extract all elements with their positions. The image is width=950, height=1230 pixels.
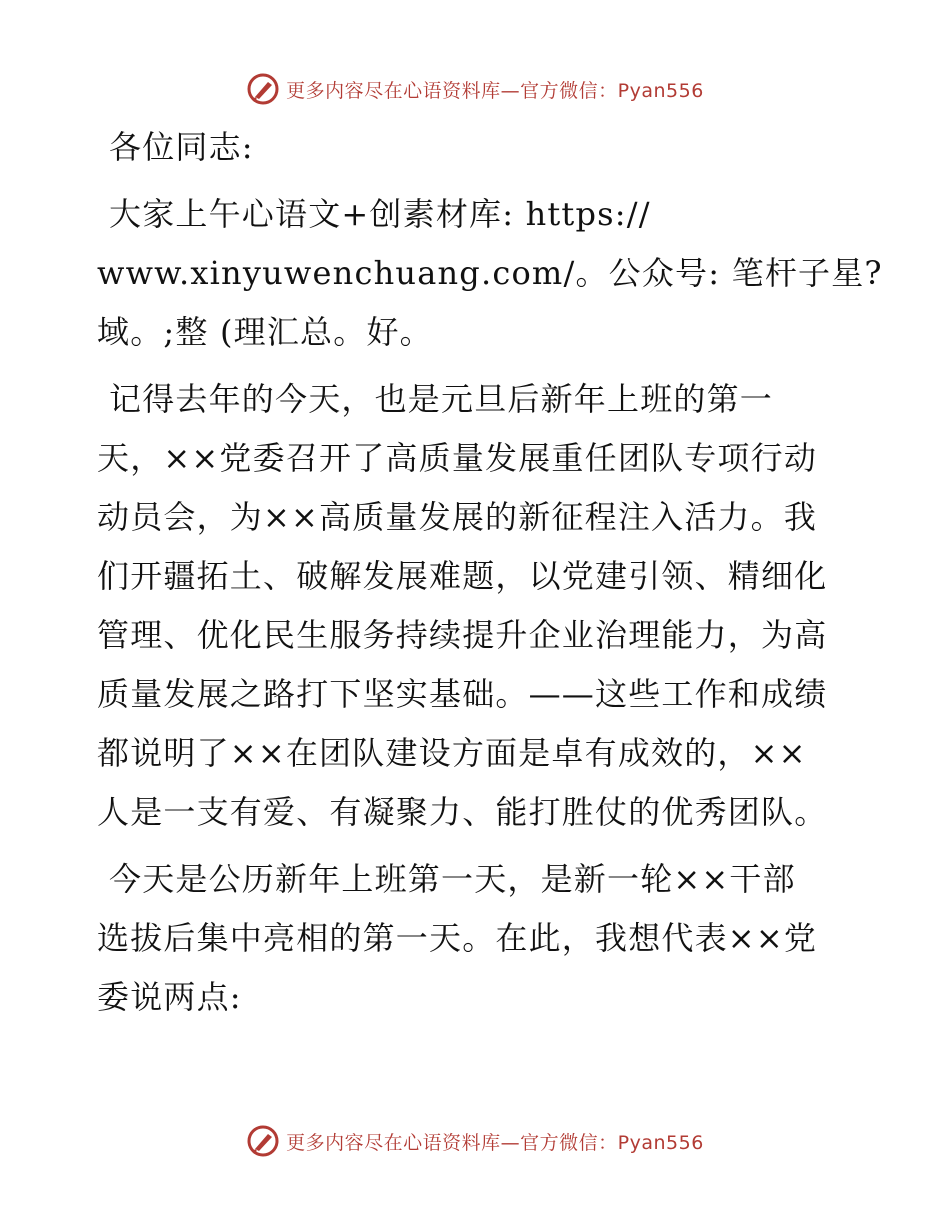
text-line: 人是一支有爱、有凝聚力、能打胜仗的优秀团队。 [97,793,828,831]
text-line: 管理、优化民生服务持续提升企业治理能力，为高 [97,616,828,654]
paragraph-1 [97,370,853,842]
document-body [97,118,883,1035]
text-line: 们开疆拓土、破解发展难题，以党建引领、精细化 [97,557,828,595]
text-line: 质量发展之路打下坚实基础。——这些工作和成绩 [97,675,828,713]
text-line: 动员会，为××高质量发展的新征程注入活力。我 [97,498,818,536]
text-line: 天，××党委召开了高质量发展重任团队专项行动 [97,439,818,477]
greeting-line: 各位同志: [109,128,254,166]
intro-paragraph [97,185,883,362]
footer-watermark [0,1124,950,1158]
text-line: www.xinyuwenchuang.com/。公众号: 笔杆子星? [97,254,883,292]
text-line: 都说明了××在团队建设方面是卓有成效的，×× [97,734,807,772]
watermark-text: 更多内容尽在心语资料库—官方微信：Pyan556 [286,1131,704,1154]
pen-nib-icon [246,72,280,106]
greeting [97,118,853,177]
text-line: 域。;整 (理汇总。好。 [97,313,433,351]
pen-nib-icon [246,1124,280,1158]
paragraph-2 [97,850,853,1027]
text-line: 今天是公历新年上班第一天，是新一轮××干部 [109,860,796,898]
text-line: 记得去年的今天，也是元旦后新年上班的第一 [109,380,774,418]
text-line: 委说两点: [97,978,242,1016]
watermark-text: 更多内容尽在心语资料库—官方微信：Pyan556 [286,79,704,102]
text-line: 大家上午心语文+创素材库: https:// [109,195,651,233]
header-watermark [0,72,950,106]
text-line: 选拔后集中亮相的第一天。在此，我想代表××党 [97,919,818,957]
